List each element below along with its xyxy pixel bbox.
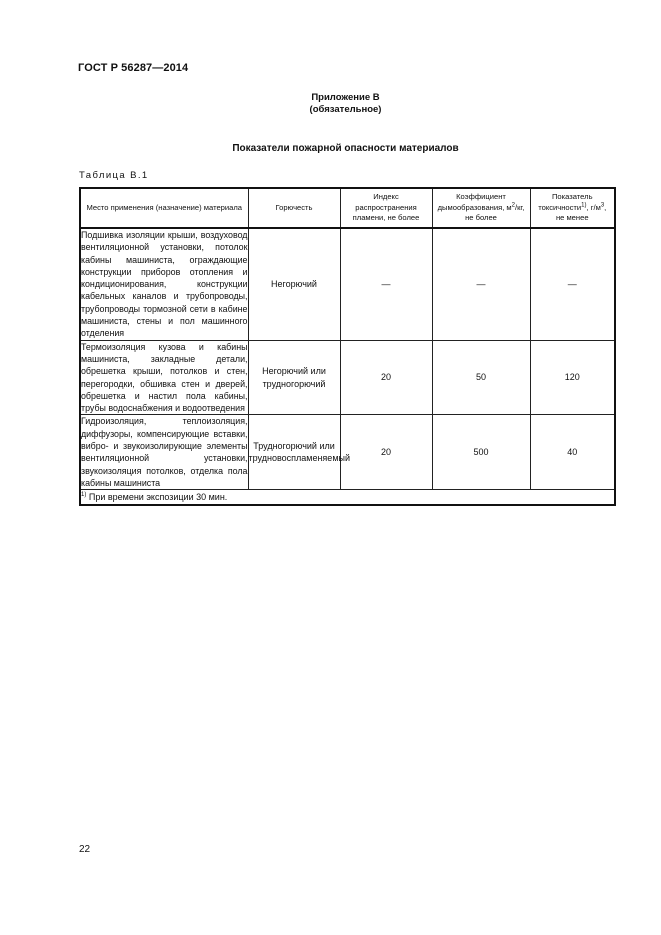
table-row [80,228,615,340]
header-toxicity: Показатель токсичности$^{1)}$, $г/м^3$, не менее [530,188,615,228]
footnote: $^{1)}$ При времени экспозиции 30 мин. [80,490,615,506]
material-cell: Термоизоляция кузова и кабины машиниста, закладные детали, обрешетка крыши, потолков и стен, перегородки, обшивка стен и дверей, обрешетка и настил пола кабины, трубы водоснабжения и водоотведения [81,341,248,414]
header-smoke: Коэффициент дымообразования, $м^2/кг$, не более [432,188,530,228]
table-row [80,415,615,490]
appendix-title: Приложение В [311,92,380,103]
section-title: Показатели пожарной опасности материалов [232,143,459,154]
fire-hazard-table [79,187,616,506]
document-code: ГОСТ Р 56287—2014 [78,62,189,74]
toxicity-cell: 40 [530,415,615,490]
flame-index-cell: — [340,228,432,340]
footnote-row [80,490,615,506]
table-caption: Таблица В.1 [79,170,149,181]
toxicity-cell: — [530,228,615,340]
smoke-cell: 500 [432,415,530,490]
material-cell: Подшивка изоляции крыши, воздуховод вентиляционной установки, потолок кабины машиниста, ограждающие конструкции приборов отопления и кондиционирования, конструкции кабельных каналов и трубопроводы, трубопроводы тормозной сети в кабине машиниста, стены и пол машинного отделения [81,230,248,339]
flame-index-cell: 20 [340,415,432,490]
header-flammability: Горючесть [248,188,340,228]
header-material: Место применения (назначение) материала [80,188,248,228]
smoke-cell: — [432,228,530,340]
table-row [80,340,615,415]
material-cell: Гидроизоляция, теплоизоляция, диффузоры, компенсирующие вставки, вибро- и звукоизолирующие элементы вентиляционной установки, звукоизоляция потолков, отделка пола кабины машиниста [81,416,248,488]
toxicity-cell: 120 [530,340,615,415]
flame-index-cell: 20 [340,340,432,415]
page-number: 22 [79,844,91,855]
smoke-cell: 50 [432,340,530,415]
flammability-cell: Негорючий или трудногорючий [248,340,340,415]
flammability-cell: Негорючий [248,228,340,340]
table-header-row [80,188,615,228]
header-flame-index: Индекс распространения пламени, не более [340,188,432,228]
appendix-heading [0,92,661,116]
appendix-subtitle: (обязательное) [309,104,382,115]
flammability-cell: Трудногорючий или трудновоспламеняемый [248,415,340,490]
